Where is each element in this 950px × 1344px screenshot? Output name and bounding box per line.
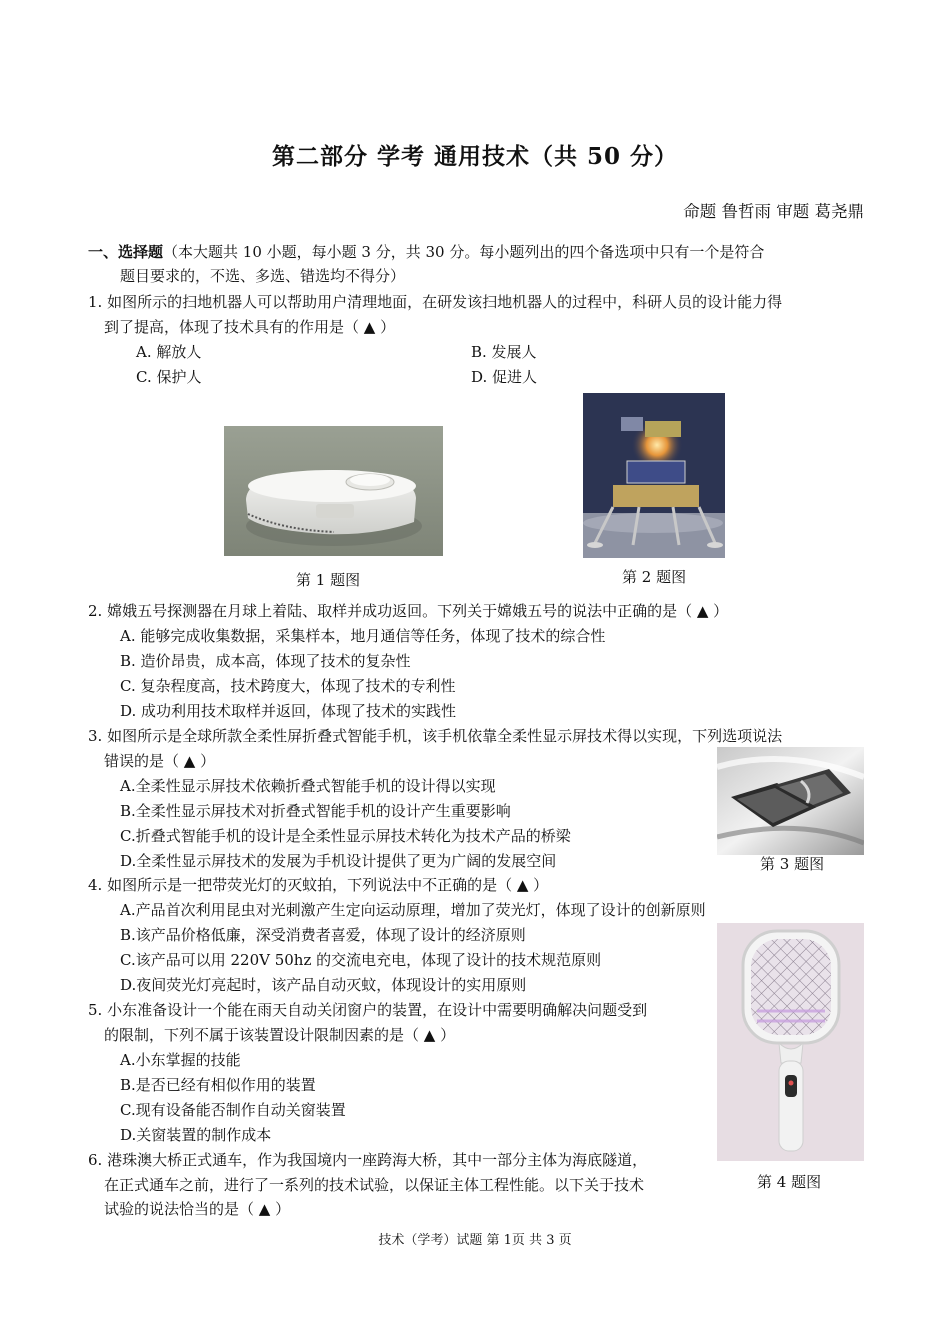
q4-option-d: D.夜间荧光灯亮起时，该产品自动灭蚊，体现设计的实用原则: [120, 976, 527, 994]
q4-option-b: B.该产品价格低廉，深受消费者喜爱，体现了设计的经济原则: [120, 926, 526, 944]
q1-option-a: A. 解放人: [136, 343, 202, 361]
q5-option-b: B.是否已经有相似作用的装置: [120, 1076, 316, 1094]
q5-option-d: D.关窗装置的制作成本: [120, 1126, 272, 1144]
q3-option-a: A.全柔性显示屏技术依赖折叠式智能手机的设计得以实现: [120, 777, 496, 795]
q3-option-c: C.折叠式智能手机的设计是全柔性显示屏技术转化为技术产品的桥梁: [120, 827, 571, 845]
q6-stem-line2: 在正式通车之前，进行了一系列的技术试验，以保证主体工程性能。以下关于技术: [104, 1176, 645, 1194]
figure-2-lunar-lander-image: [583, 393, 725, 558]
q4-stem: 4. 如图所示是一把带荧光灯的灭蚊拍，下列说法中不正确的是（ ▲ ）: [88, 876, 549, 894]
q1-option-c: C. 保护人: [136, 368, 202, 386]
q3-stem-line2: 错误的是（ ▲ ）: [104, 752, 216, 770]
q1-option-d: D. 促进人: [471, 368, 538, 386]
page-footer: 技术（学考）试题 第 1页 共 3 页: [378, 1233, 572, 1248]
q3-option-d: D.全柔性显示屏技术的发展为手机设计提供了更为广阔的发展空间: [120, 852, 557, 870]
q4-option-a: A.产品首次利用昆虫对光刺激产生定向运动原理，增加了荧光灯，体现了设计的创新原则: [120, 901, 706, 919]
figure-1-robot-vacuum-image: [224, 426, 443, 556]
figure-3-foldable-phone-image: [717, 747, 864, 855]
section-header: [88, 241, 764, 263]
q5-option-c: C.现有设备能否制作自动关窗装置: [120, 1101, 346, 1119]
q2-stem: 2. 嫦娥五号探测器在月球上着陆、取样并成功返回。下列关于嫦娥五号的说法中正确的是（ ▲ ）: [88, 602, 729, 620]
section-desc-1: （本大题共 10 小题，每小题 3 分，共 30 分。每小题列出的四个备选项中只有一个是符合: [163, 243, 765, 261]
authors-line: 命题 鲁哲雨 审题 葛尧鼎: [683, 202, 864, 221]
q1-stem-line1: 1. 如图所示的扫地机器人可以帮助用户清理地面，在研发该扫地机器人的过程中，科研人员的设计能力得: [88, 293, 783, 311]
q1-option-b: B. 发展人: [471, 343, 537, 361]
q2-option-d: D. 成功利用技术取样并返回，体现了技术的实践性: [120, 702, 457, 720]
q2-option-c: C. 复杂程度高，技术跨度大，体现了技术的专利性: [120, 677, 456, 695]
q5-stem-line2: 的限制，下列不属于该装置设计限制因素的是（ ▲ ）: [104, 1026, 456, 1044]
figure-2-caption: 第 2 题图: [622, 568, 687, 586]
q5-option-a: A.小东掌握的技能: [120, 1051, 241, 1069]
figure-3-caption: 第 3 题图: [760, 855, 825, 873]
section-desc-2: 题目要求的，不选、多选、错选均不得分）: [120, 267, 406, 285]
q5-stem-line1: 5. 小东准备设计一个能在雨天自动关闭窗户的装置，在设计中需要明确解决问题受到: [88, 1001, 648, 1019]
figure-4-caption: 第 4 题图: [757, 1173, 822, 1191]
q3-option-b: B.全柔性显示屏技术对折叠式智能手机的设计产生重要影响: [120, 802, 511, 820]
q2-option-a: A. 能够完成收集数据，采集样本，地月通信等任务，体现了技术的综合性: [120, 627, 606, 645]
q4-option-c: C.该产品可以用 220V 50hz 的交流电充电，体现了设计的技术规范原则: [120, 951, 602, 969]
figure-1-caption: 第 1 题图: [296, 571, 361, 589]
q2-option-b: B. 造价昂贵，成本高，体现了技术的复杂性: [120, 652, 411, 670]
figure-4-mosquito-swatter-image: [717, 923, 864, 1161]
q6-stem-line3: 试验的说法恰当的是（ ▲ ）: [104, 1200, 291, 1218]
page-title: 第二部分 学考 通用技术（共 50 分）: [271, 143, 679, 170]
section-label: 一、选择题: [88, 243, 164, 261]
q1-stem-line2: 到了提高，体现了技术具有的作用是（ ▲ ）: [104, 318, 396, 336]
q3-stem-line1: 3. 如图所示是全球所款全柔性屏折叠式智能手机，该手机依靠全柔性显示屏技术得以实现，下列选项说法: [88, 727, 783, 745]
q6-stem-line1: 6. 港珠澳大桥正式通车，作为我国境内一座跨海大桥，其中一部分主体为海底隧道，: [88, 1151, 648, 1169]
